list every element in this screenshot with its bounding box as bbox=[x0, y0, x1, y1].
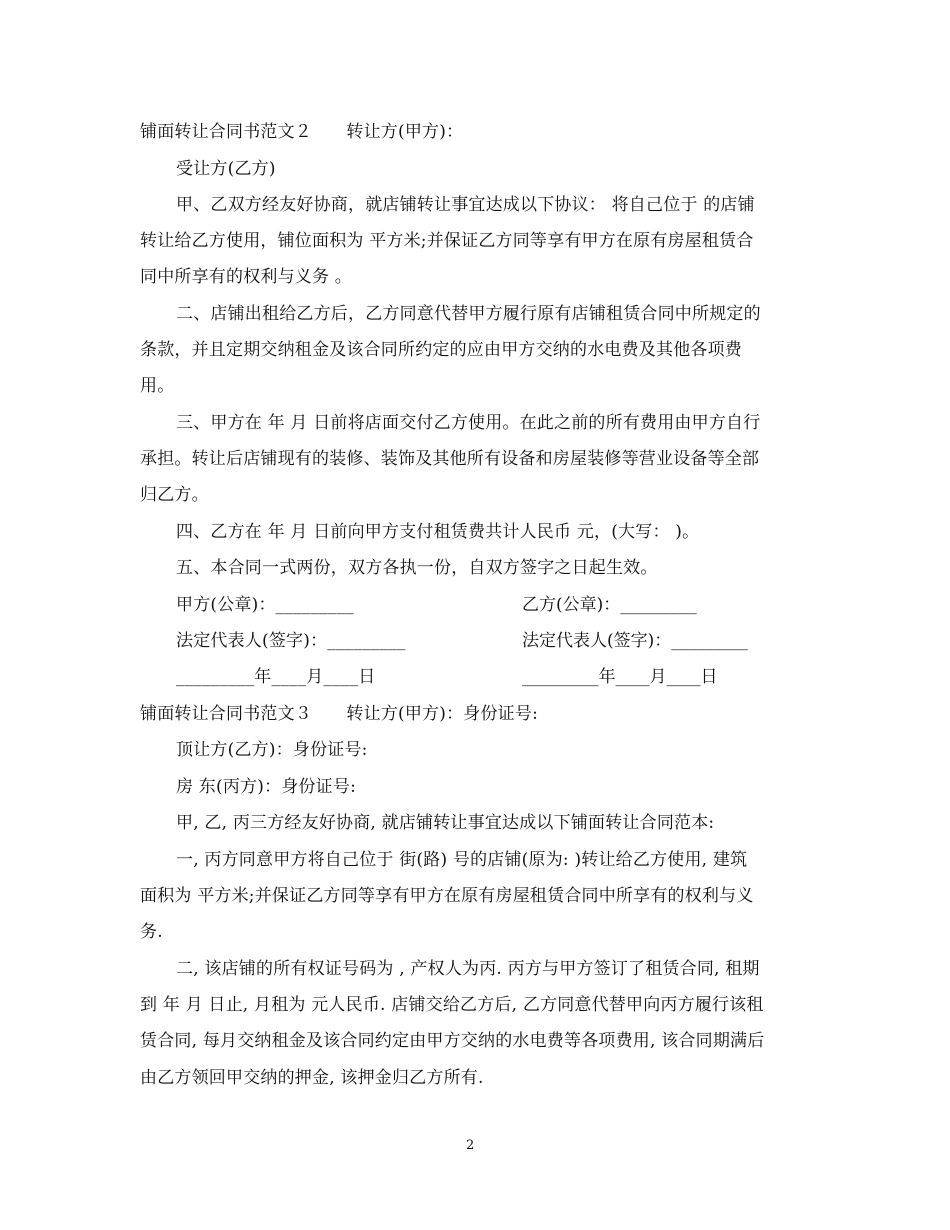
signature-party-b-rep: 法定代表人(签字)：_________ bbox=[522, 631, 748, 651]
paragraph-line: 到 年 月 日止, 月租为 元人民币. 店铺交给乙方后, 乙方同意代替甲向丙方履行该租 bbox=[140, 995, 764, 1015]
page-number: 2 bbox=[466, 1138, 475, 1153]
paragraph-line: 面积为 平方米;并保证乙方同等享有甲方在原有房屋租赁合同中所享有的权利与义 bbox=[140, 886, 754, 906]
paragraph-line: 二, 该店铺的所有权证号码为 , 产权人为丙. 丙方与甲方签订了租赁合同, 租期 bbox=[176, 959, 760, 979]
signature-party-b-seal: 乙方(公章)：_________ bbox=[522, 595, 697, 615]
paragraph-line: 顶让方(乙方)：身份证号: bbox=[176, 740, 368, 760]
signature-party-a-date: _________年____月____日 bbox=[176, 667, 376, 687]
signature-party-b-date: _________年____月____日 bbox=[522, 667, 718, 687]
paragraph-line: 赁合同, 每月交纳租金及该合同约定由甲方交纳的水电费等各项费用, 该合同期满后 bbox=[140, 1031, 765, 1051]
paragraph-line: 房 东(丙方)：身份证号: bbox=[176, 777, 356, 797]
paragraph-line: 三、甲方在 年 月 日前将店面交付乙方使用。在此之前的所有费用由甲方自行 bbox=[176, 413, 761, 433]
paragraph-line: 二、店铺出租给乙方后，乙方同意代替甲方履行原有店铺租赁合同中所规定的 bbox=[176, 304, 761, 324]
paragraph-line: 四、乙方在 年 月 日前向甲方支付租赁费共计人民币 元，(大写： )。 bbox=[176, 522, 700, 542]
section-heading-2: 铺面转让合同书范文２ 转让方(甲方)： bbox=[140, 122, 464, 142]
paragraph-line: 归乙方。 bbox=[140, 485, 209, 505]
paragraph-line: 转让给乙方使用，铺位面积为 平方米;并保证乙方同等享有甲方在原有房屋租赁合 bbox=[140, 231, 754, 251]
paragraph-line: 务. bbox=[140, 922, 163, 942]
section-heading-3: 铺面转让合同书范文３ 转让方(甲方)：身份证号: bbox=[140, 704, 538, 724]
paragraph-line: 条款，并且定期交纳租金及该合同所约定的应由甲方交纳的水电费及其他各项费 bbox=[140, 340, 742, 360]
paragraph-line: 同中所享有的权利与义务 。 bbox=[140, 267, 353, 287]
paragraph-line: 甲、乙双方经友好协商，就店铺转让事宜达成以下协议： 将自己位于 的店铺 bbox=[176, 195, 755, 215]
paragraph-line: 由乙方领回甲交纳的押金, 该押金归乙方所有. bbox=[140, 1068, 484, 1088]
paragraph-line: 受让方(乙方) bbox=[176, 159, 276, 179]
paragraph-line: 承担。转让后店铺现有的装修、装饰及其他所有设备和房屋装修等营业设备等全部 bbox=[140, 449, 760, 469]
paragraph-line: 用。 bbox=[140, 376, 175, 396]
signature-party-a-seal: 甲方(公章)：_________ bbox=[176, 595, 354, 615]
signature-party-a-rep: 法定代表人(签字)：_________ bbox=[176, 631, 406, 651]
paragraph-line: 一, 丙方同意甲方将自己位于 街(路) 号的店铺(原为: )转让给乙方使用, 建筑 bbox=[176, 850, 748, 870]
paragraph-line: 五、本合同一式两份，双方各执一份，自双方签字之日起生效。 bbox=[176, 558, 658, 578]
paragraph-line: 甲, 乙, 丙三方经友好协商, 就店铺转让事宜达成以下铺面转让合同范本: bbox=[176, 813, 715, 833]
